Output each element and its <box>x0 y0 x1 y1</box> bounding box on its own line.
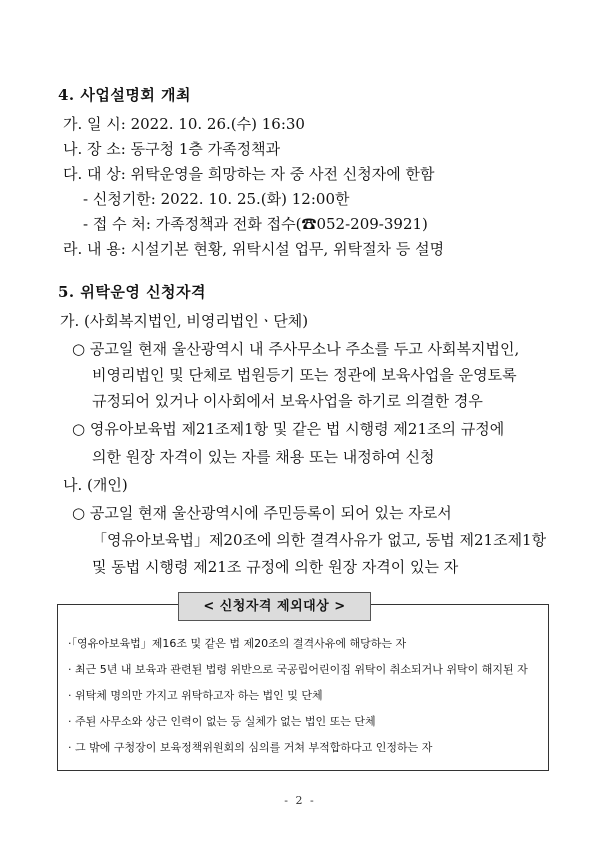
section-5-title: 5. 위탁운영 신청자격 <box>58 283 207 301</box>
reception-line: - 접 수 처: 가족정책과 전화 접수(☎052-209-3921) <box>83 215 428 233</box>
na-item-1-line-2: 「영유아보육법」제20조에 의한 결격사유가 없고, 동법 제21조제1항 <box>92 531 547 549</box>
schedule-line: 가. 일 시: 2022. 10. 26.(수) 16:30 <box>63 115 305 133</box>
exclusion-item: · 그 밖에 구청장이 보육정책위원회의 심의를 거쳐 부적합하다고 인정하는 자 <box>68 741 433 754</box>
ga-item-1-line-2: 비영리법인 및 단체로 법원등기 또는 정관에 보육사업을 운영토록 <box>92 366 517 384</box>
ga-item-1-line-1: ○ 공고일 현재 울산광역시 내 주사무소나 주소를 두고 사회복지법인, <box>72 340 520 358</box>
deadline-line: - 신청기한: 2022. 10. 25.(화) 12:00한 <box>83 190 350 208</box>
target-line: 다. 대 상: 위탁운영을 희망하는 자 중 사전 신청자에 한함 <box>63 165 435 183</box>
subsection-na: 나. (개인) <box>63 476 128 494</box>
ga-item-2-line-1: ○ 영유아보육법 제21조제1항 및 같은 법 시행령 제21조의 규정에 <box>72 420 505 438</box>
exclusion-item: · 위탁체 명의만 가지고 위탁하고자 하는 법인 및 단체 <box>68 689 323 702</box>
subsection-ga: 가. (사회복지법인, 비영리법인ㆍ단체) <box>60 312 309 330</box>
location-line: 나. 장 소: 동구청 1층 가족정책과 <box>63 140 281 158</box>
content-line: 라. 내 용: 시설기본 현황, 위탁시설 업무, 위탁절차 등 설명 <box>63 240 445 258</box>
exclusion-item: · 주된 사무소와 상근 인력이 없는 등 실체가 없는 법인 또는 단체 <box>68 715 376 728</box>
exclusion-item: ·「영유아보육법」제16조 및 같은 법 제20조의 결격사유에 해당하는 자 <box>68 637 407 650</box>
page-number: - 2 - <box>284 794 316 807</box>
exclusion-box-title: < 신청자격 제외대상 > <box>178 592 371 621</box>
section-4-title: 4. 사업설명회 개최 <box>58 86 192 104</box>
na-item-1-line-3: 및 동법 시행령 제21조 규정에 의한 원장 자격이 있는 자 <box>92 558 459 576</box>
na-item-1-line-1: ○ 공고일 현재 울산광역시에 주민등록이 되어 있는 자로서 <box>72 504 452 522</box>
ga-item-2-line-2: 의한 원장 자격이 있는 자를 채용 또는 내정하여 신청 <box>92 448 435 466</box>
ga-item-1-line-3: 규정되어 있거나 이사회에서 보육사업을 하기로 의결한 경우 <box>92 392 483 410</box>
exclusion-item: · 최근 5년 내 보육과 관련된 법령 위반으로 국공립어린이집 위탁이 취소되거나 위탁이 해지된 자 <box>68 663 528 676</box>
